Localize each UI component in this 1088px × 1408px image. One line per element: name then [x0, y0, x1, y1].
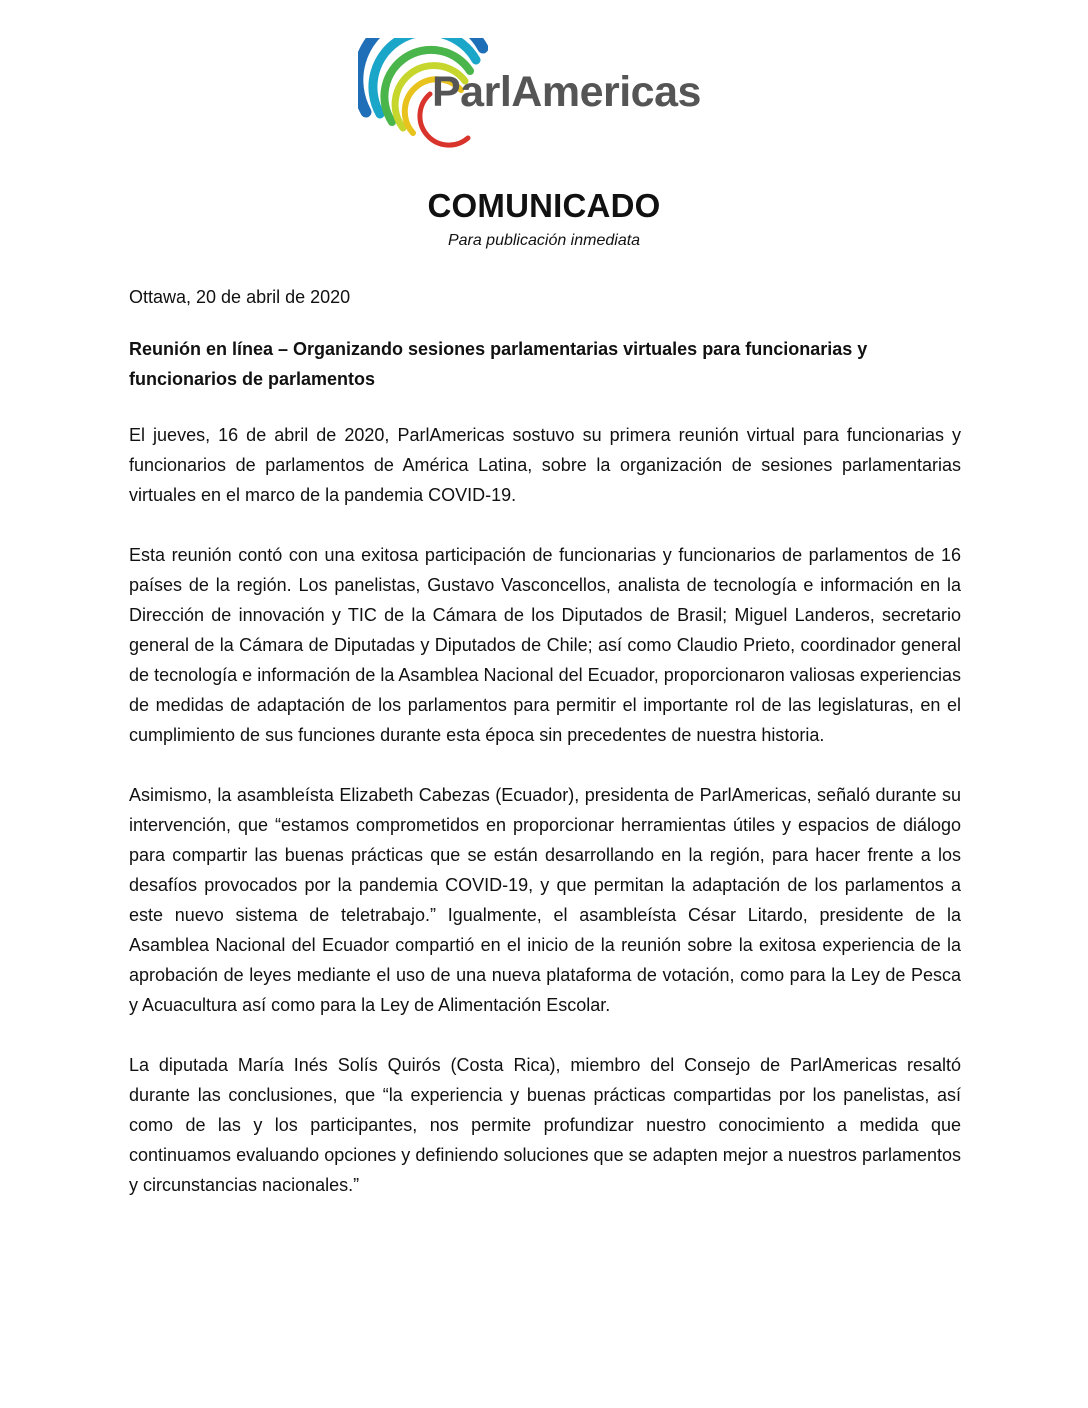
paragraph-4: La diputada María Inés Solís Quirós (Costa Rica), miembro del Consejo de ParlAmericas resaltó durante las conclusiones, que “la experiencia y buenas prácticas compartidas por los panelistas, así como de las y los participantes, nos permite profundizar nuestro conocimiento a medida que continuamos evaluando opciones y definiendo soluciones que se adapten mejor a nuestros parlamentos y circunstancias nacionales.” [129, 1055, 961, 1195]
paragraph-2: Esta reunión contó con una exitosa participación de funcionarias y funcionarios de parlamentos de 16 países de la región. Los panelistas, Gustavo Vasconcellos, analista de tecnología e información en la Dirección de innovación y TIC de la Cámara de los Diputados de Brasil; Miguel Landeros, secretario general de la Cámara de Diputadas y Diputados de Chile; así como Claudio Prieto, coordinador general de tecnología e información de la Asamblea Nacional del Ecuador, proporcionaron valiosas experiencias de medidas de adaptación de los parlamentos para permitir el importante rol de las legislaturas, en el cumplimiento de sus funciones durante esta época sin precedentes de nuestra historia. [129, 545, 961, 745]
dateline: Ottawa, 20 de abril de 2020 [129, 287, 351, 307]
document-title: COMUNICADO [427, 187, 661, 224]
document-subtitle: Para publicación inmediata [447, 232, 641, 249]
paragraph-3: Asimismo, la asambleísta Elizabeth Cabezas (Ecuador), presidenta de ParlAmericas, señaló durante su intervención, que “estamos comprometidos en proporcionar herramientas útiles y espacios de diálogo para compartir las buenas prácticas que se están desarrollando en la región, para hacer frente a los desafíos provocados por la pandemia COVID-19, y que permitan la adaptación de los parlamentos a este nuevo sistema de teletrabajo.” Igualmente, el asambleísta César Litardo, presidente de la Asamblea Nacional del Ecuador compartió en el inicio de la reunión sobre la exitosa experiencia de la aprobación de leyes mediante el uso de una nueva plataforma de votación, como para la Ley de Pesca y Acuacultura así como para la Ley de Alimentación Escolar. [129, 785, 961, 1015]
document-body [129, 282, 961, 1230]
press-headline: Reunión en línea – Organizando sesiones parlamentarias virtuales para funcionarias y funcionarios de parlamentos [129, 339, 868, 389]
logo-wordmark: ParlAmericas [432, 68, 701, 116]
parlamericas-logo [358, 38, 758, 150]
paragraph-1: El jueves, 16 de abril de 2020, ParlAmericas sostuvo su primera reunión virtual para funcionarias y funcionarios de parlamentos de América Latina, sobre la organización de sesiones parlamentarias virtuales en el marco de la pandemia COVID-19. [129, 425, 961, 505]
